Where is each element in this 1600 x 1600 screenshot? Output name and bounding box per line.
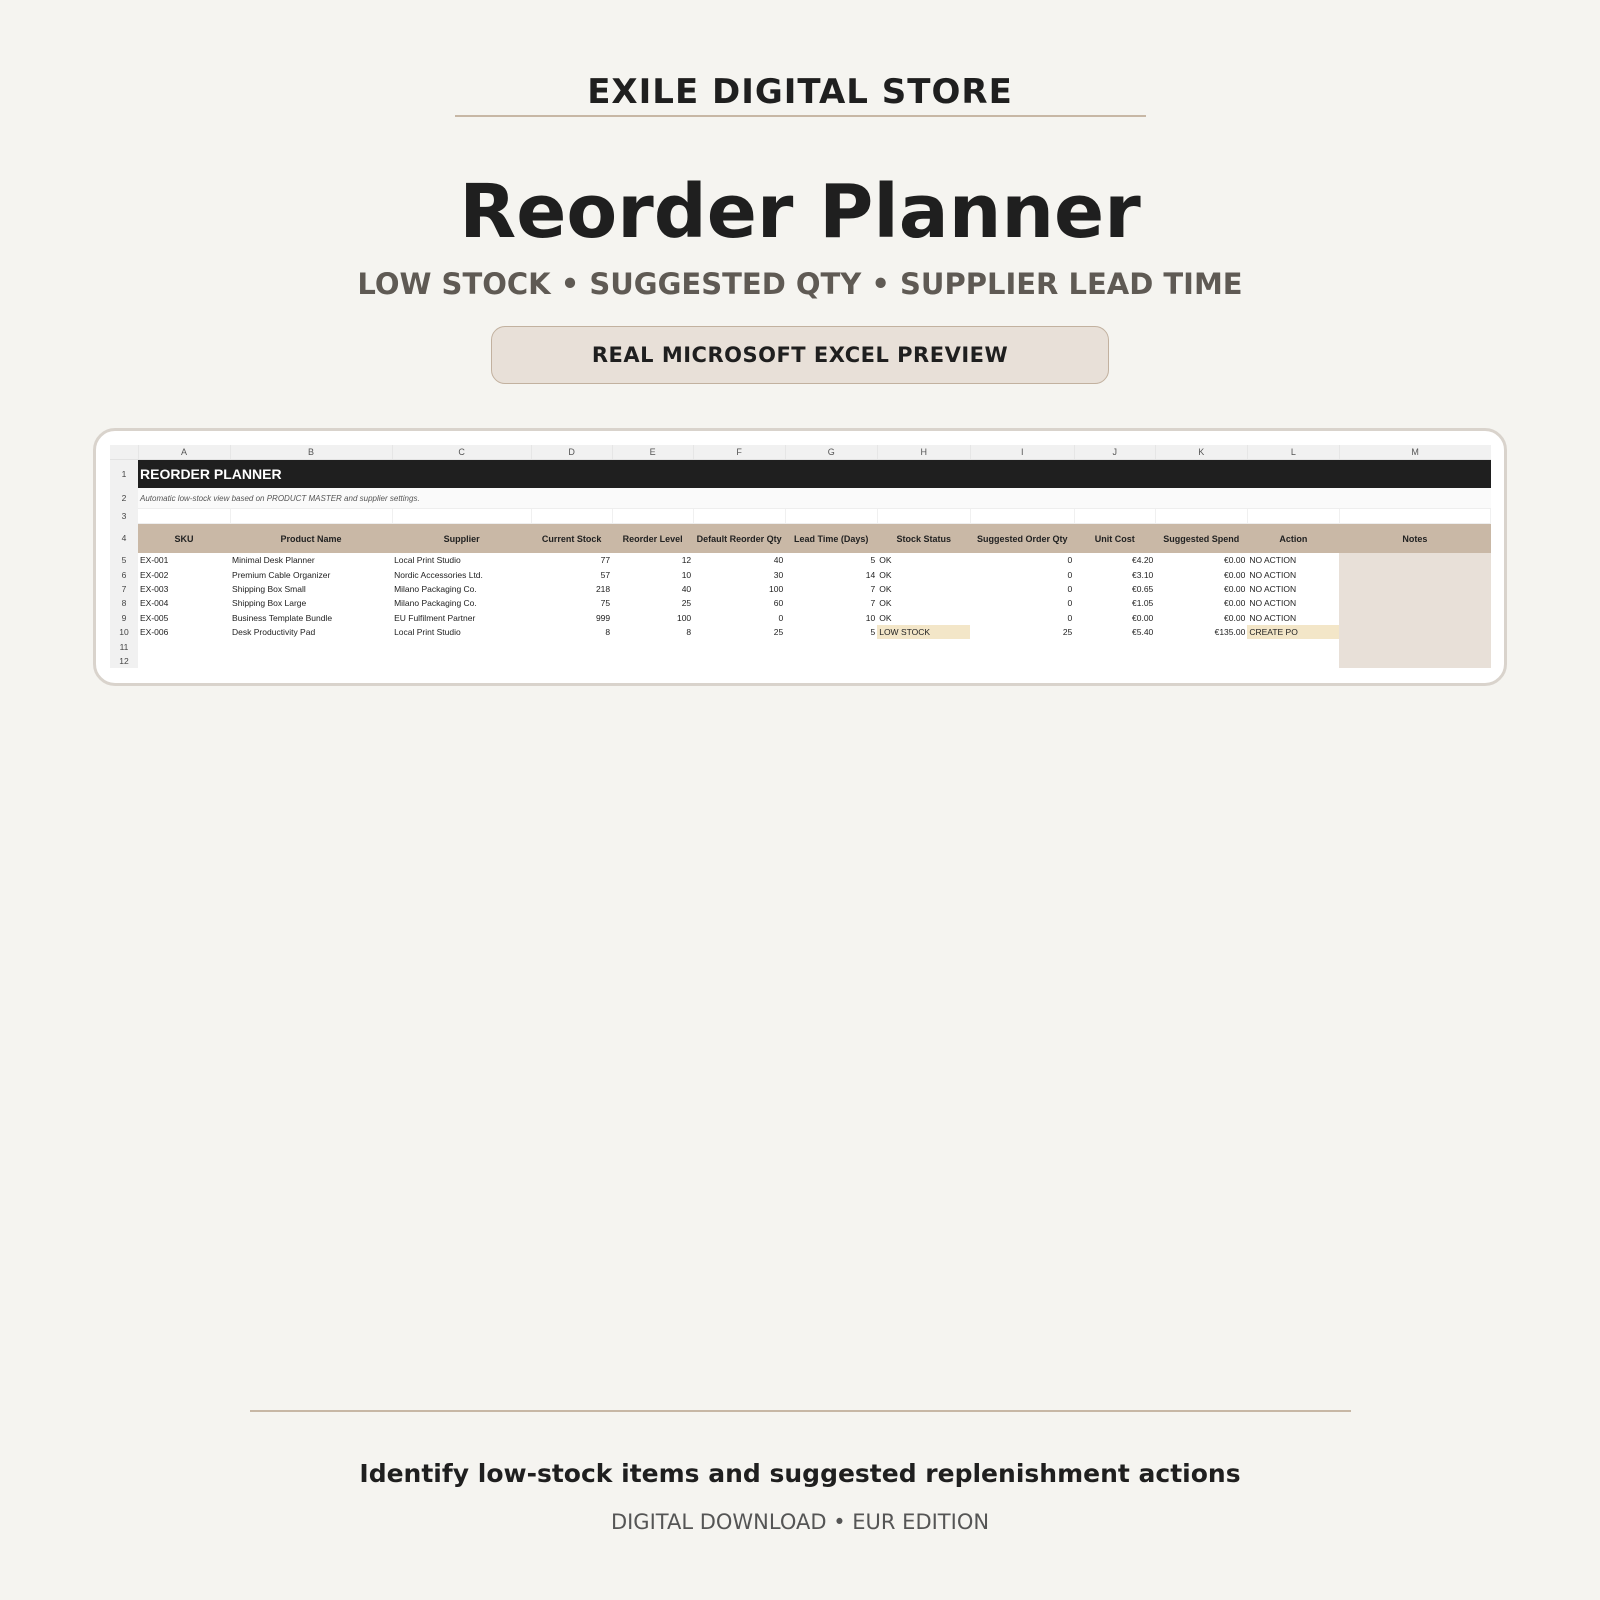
sku-cell[interactable]: EX-001 (140, 555, 169, 566)
default-reorder-qty-cell[interactable]: 100 (769, 583, 784, 594)
header-stock-status[interactable]: Stock Status (877, 524, 970, 554)
unit-cost-cell[interactable]: €1.05 (1132, 598, 1154, 609)
preview-badge (491, 326, 1109, 384)
reorder-level-cell[interactable]: 8 (686, 627, 692, 638)
sheet-subtitle-row (110, 488, 1491, 509)
product-name-cell[interactable]: Shipping Box Small (232, 583, 306, 594)
notes-cell[interactable] (1339, 582, 1490, 596)
footer-divider (250, 1410, 1351, 1412)
notes-cell[interactable] (1339, 553, 1490, 567)
sku-cell[interactable]: EX-003 (140, 583, 169, 594)
blank-row (110, 509, 1491, 524)
notes-cell[interactable] (1339, 611, 1490, 625)
suggested-order-qty-cell[interactable]: 0 (1067, 569, 1073, 580)
page-subtitle: LOW STOCK • SUGGESTED QTY • SUPPLIER LEAD TIME (357, 267, 1243, 301)
row-number[interactable]: 11 (110, 639, 138, 653)
action-cell[interactable]: CREATE PO (1247, 625, 1339, 639)
unit-cost-cell[interactable]: €3.10 (1132, 569, 1154, 580)
column-header-i[interactable]: I (970, 445, 1074, 460)
sku-cell[interactable]: EX-006 (140, 627, 169, 638)
table-row (110, 596, 1491, 610)
table-row (110, 582, 1491, 596)
cell[interactable] (392, 509, 531, 524)
stock-status-cell[interactable]: OK (879, 583, 892, 594)
table-row (110, 611, 1491, 625)
reorder-level-cell[interactable]: 100 (676, 612, 692, 623)
supplier-cell[interactable]: Milano Packaging Co. (394, 598, 477, 609)
suggested-order-qty-cell[interactable]: 0 (1067, 612, 1073, 623)
footer-tagline: Identify low-stock items and suggested replenishment actions (359, 1459, 1241, 1488)
unit-cost-cell[interactable]: €0.65 (1132, 583, 1154, 594)
spreadsheet-grid (110, 445, 1491, 668)
table-row (110, 567, 1491, 581)
column-header-b[interactable]: B (230, 445, 392, 460)
cell[interactable] (1247, 509, 1339, 524)
lead-time-cell[interactable]: 7 (870, 598, 876, 609)
current-stock-cell[interactable]: 75 (600, 598, 611, 609)
sku-cell[interactable]: EX-005 (140, 612, 169, 623)
default-reorder-qty-cell[interactable]: 25 (773, 627, 784, 638)
unit-cost-cell[interactable]: €0.00 (1132, 612, 1154, 623)
sheet-title-row (110, 460, 1491, 489)
row-number[interactable]: 4 (110, 524, 138, 554)
column-header-a[interactable]: A (138, 445, 230, 460)
lead-time-cell[interactable]: 5 (870, 555, 876, 566)
unit-cost-cell[interactable]: €4.20 (1132, 555, 1154, 566)
action-cell[interactable]: NO ACTION (1249, 612, 1297, 623)
page-title: Reorder Planner (459, 169, 1141, 255)
header-default-reorder-qty[interactable]: Default Reorder Qty (693, 524, 785, 554)
stock-status-cell[interactable]: OK (879, 569, 892, 580)
select-all-corner[interactable] (110, 445, 138, 460)
header-product-name[interactable]: Product Name (230, 524, 392, 554)
row-number[interactable]: 6 (110, 567, 138, 581)
header-lead-time[interactable]: Lead Time (Days) (785, 524, 877, 554)
cell[interactable] (970, 509, 1074, 524)
current-stock-cell[interactable]: 57 (600, 569, 611, 580)
cell[interactable] (1155, 509, 1247, 524)
notes-cell[interactable] (1339, 596, 1490, 610)
default-reorder-qty-cell[interactable]: 30 (773, 569, 784, 580)
column-header-c[interactable]: C (392, 445, 531, 460)
lead-time-cell[interactable]: 7 (870, 583, 876, 594)
reorder-level-cell[interactable]: 10 (681, 569, 692, 580)
sku-cell[interactable]: EX-002 (140, 569, 169, 580)
stock-status-cell[interactable]: OK (879, 598, 892, 609)
suggested-order-qty-cell[interactable]: 0 (1067, 555, 1073, 566)
notes-cell[interactable] (1339, 654, 1490, 668)
action-cell[interactable]: NO ACTION (1249, 555, 1297, 566)
row-number[interactable]: 10 (110, 625, 138, 639)
suggested-order-qty-cell[interactable]: 0 (1067, 598, 1073, 609)
preview-badge-label: REAL MICROSOFT EXCEL PREVIEW (591, 343, 1009, 367)
header-suggested-order-qty[interactable]: Suggested Order Qty (970, 524, 1074, 554)
store-name: EXILE DIGITAL STORE (587, 72, 1013, 112)
lead-time-cell[interactable]: 14 (865, 569, 876, 580)
column-header-row (110, 445, 1491, 460)
lead-time-cell[interactable]: 10 (865, 612, 876, 623)
notes-cell[interactable] (1339, 639, 1490, 653)
action-cell[interactable]: NO ACTION (1249, 569, 1297, 580)
sku-cell[interactable]: EX-004 (140, 598, 169, 609)
suggested-spend-cell[interactable]: €135.00 (1214, 627, 1246, 638)
stock-status-cell[interactable]: OK (879, 555, 892, 566)
suggested-order-qty-cell[interactable]: 25 (1062, 627, 1073, 638)
row-number[interactable]: 5 (110, 553, 138, 567)
sheet-title-cell[interactable]: REORDER PLANNER (138, 460, 1491, 489)
cell[interactable] (230, 509, 392, 524)
reorder-level-cell[interactable]: 25 (681, 598, 692, 609)
row-number[interactable]: 8 (110, 596, 138, 610)
unit-cost-cell[interactable]: €5.40 (1132, 627, 1154, 638)
product-name-cell[interactable]: Desk Productivity Pad (232, 627, 316, 638)
row-number[interactable]: 12 (110, 654, 138, 668)
current-stock-cell[interactable]: 218 (595, 583, 611, 594)
empty-cells[interactable] (138, 654, 1339, 668)
column-header-h[interactable]: H (877, 445, 970, 460)
header-notes[interactable]: Notes (1339, 524, 1490, 554)
cell[interactable] (693, 509, 785, 524)
header-current-stock[interactable]: Current Stock (531, 524, 612, 554)
default-reorder-qty-cell[interactable]: 60 (773, 598, 784, 609)
current-stock-cell[interactable]: 8 (605, 627, 611, 638)
header-suggested-spend[interactable]: Suggested Spend (1155, 524, 1247, 554)
column-header-f[interactable]: F (693, 445, 785, 460)
column-header-j[interactable]: J (1074, 445, 1155, 460)
suggested-spend-cell[interactable]: €0.00 (1224, 569, 1246, 580)
column-header-d[interactable]: D (531, 445, 612, 460)
table-row (110, 625, 1491, 639)
supplier-cell[interactable]: Local Print Studio (394, 555, 461, 566)
suggested-spend-cell[interactable]: €0.00 (1224, 583, 1246, 594)
column-header-g[interactable]: G (785, 445, 877, 460)
default-reorder-qty-cell[interactable]: 0 (778, 612, 784, 623)
empty-row (110, 654, 1491, 668)
header-reorder-level[interactable]: Reorder Level (612, 524, 693, 554)
suggested-spend-cell[interactable]: €0.00 (1224, 555, 1246, 566)
header-supplier[interactable]: Supplier (392, 524, 531, 554)
supplier-cell[interactable]: Nordic Accessories Ltd. (394, 569, 483, 580)
cell[interactable] (531, 509, 612, 524)
row-number[interactable]: 3 (110, 509, 138, 524)
stock-status-cell[interactable]: LOW STOCK (877, 625, 970, 639)
reorder-level-cell[interactable]: 40 (681, 583, 692, 594)
supplier-cell[interactable]: EU Fulfilment Partner (394, 612, 476, 623)
header-sku[interactable]: SKU (138, 524, 230, 554)
suggested-order-qty-cell[interactable]: 0 (1067, 583, 1073, 594)
cell[interactable] (1074, 509, 1155, 524)
cell[interactable] (1339, 509, 1490, 524)
product-name-cell[interactable]: Premium Cable Organizer (232, 569, 331, 580)
empty-row (110, 639, 1491, 653)
table-row (110, 553, 1491, 567)
column-header-e[interactable]: E (612, 445, 693, 460)
current-stock-cell[interactable]: 77 (600, 555, 611, 566)
row-number[interactable]: 9 (110, 611, 138, 625)
row-number[interactable]: 2 (110, 488, 138, 509)
sheet-subtitle-cell[interactable]: Automatic low-stock view based on PRODUCT MASTER and supplier settings. (138, 488, 1491, 509)
supplier-cell[interactable]: Milano Packaging Co. (394, 583, 477, 594)
product-name-cell[interactable]: Minimal Desk Planner (232, 555, 315, 566)
empty-cells[interactable] (138, 639, 1339, 653)
default-reorder-qty-cell[interactable]: 40 (773, 555, 784, 566)
column-header-m[interactable]: M (1339, 445, 1490, 460)
suggested-spend-cell[interactable]: €0.00 (1224, 612, 1246, 623)
footer-edition: DIGITAL DOWNLOAD • EUR EDITION (610, 1510, 990, 1534)
cell[interactable] (785, 509, 877, 524)
column-header-l[interactable]: L (1247, 445, 1339, 460)
row-number[interactable]: 7 (110, 582, 138, 596)
notes-cell[interactable] (1339, 625, 1490, 639)
cell[interactable] (877, 509, 970, 524)
action-cell[interactable]: NO ACTION (1249, 598, 1297, 609)
cell[interactable] (612, 509, 693, 524)
reorder-level-cell[interactable]: 12 (681, 555, 692, 566)
action-cell[interactable]: NO ACTION (1249, 583, 1297, 594)
stock-status-cell[interactable]: OK (879, 612, 892, 623)
column-header-k[interactable]: K (1155, 445, 1247, 460)
notes-cell[interactable] (1339, 567, 1490, 581)
lead-time-cell[interactable]: 5 (870, 627, 876, 638)
product-name-cell[interactable]: Business Template Bundle (232, 612, 333, 623)
current-stock-cell[interactable]: 999 (595, 612, 611, 623)
supplier-cell[interactable]: Local Print Studio (394, 627, 461, 638)
row-number[interactable]: 1 (110, 460, 138, 489)
product-name-cell[interactable]: Shipping Box Large (232, 598, 307, 609)
header-unit-cost[interactable]: Unit Cost (1074, 524, 1155, 554)
header-action[interactable]: Action (1247, 524, 1339, 554)
header-divider (455, 115, 1146, 117)
cell[interactable] (138, 509, 230, 524)
suggested-spend-cell[interactable]: €0.00 (1224, 598, 1246, 609)
table-header-row (110, 524, 1491, 554)
